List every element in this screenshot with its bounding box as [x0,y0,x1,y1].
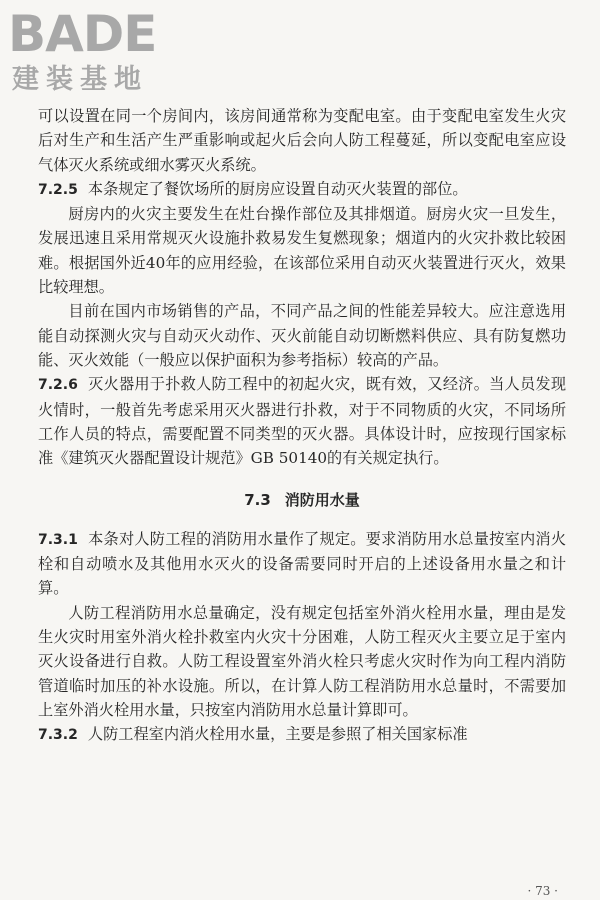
clause-text: 本条对人防工程的消防用水量作了规定。要求消防用水总量按室内消火栓和自动喷水及其他用水灭火的设备需要同时开启的上述设备用水量之和计算。 [38,529,566,598]
paragraph: 可以设置在同一个房间内，该房间通常称为变配电室。由于变配电室发生火灾后对生产和生活产生严重影响或起火后会向人防工程蔓延，所以变配电室应设气体灭火系统或细水雾灭火系统。 [38,107,566,174]
clause-paragraph [38,722,566,747]
section-title: 消防用水量 [284,491,360,510]
clause-number: 7.2.5 [38,181,78,198]
page-number: · 73 · [527,884,558,898]
document-body [38,104,566,747]
logo-subtitle: 建装基地 [12,64,148,95]
clause-text: 本条规定了餐饮场所的厨房应设置自动灭火装置的部位。 [87,179,468,198]
paragraph: 目前在国内市场销售的产品，不同产品之间的性能差异较大。应注意选用能自动探测火灾与自动灭火动作、灭火前能自动切断燃料供应、具有防复燃功能、灭火效能（一般应以保护面积为参考指标）较高的产品。 [38,302,566,369]
clause-paragraph [38,527,566,601]
clause-text: 灭火器用于扑救人防工程中的初起火灾，既有效，又经济。当人员发现火情时，一般首先考虑采用灭火器进行扑救，对于不同物质的火灾，不同场所工作人员的特点，需要配置不同类型的灭火器。具体设计时，应按现行国家标准《建筑灭火器配置设计规范》GB 50140的有关规定执行。 [38,375,566,468]
clause-number: 7.2.6 [38,377,78,394]
paragraph: 厨房内的火灾主要发生在灶台操作部位及其排烟道。厨房火灾一旦发生，发展迅速且采用常规灭火设施扑救易发生复燃现象；烟道内的火灾扑救比较困难。根据国外近40年的应用经验，在该部位采用自动灭火装置进行灭火，效果比较理想。 [38,205,566,297]
paragraph: 人防工程消防用水总量确定，没有规定包括室外消火栓用水量，理由是发生火灾时用室外消火栓扑救室内火灾十分困难，人防工程灭火主要立足于室内灭火设备进行自救。人防工程设置室外消火栓只考虑火灾时作为向工程内消防管道临时加压的补水设施。所以，在计算人防工程消防用水总量时，不需要加上室外消火栓用水量，只按室内消防用水总量计算即可。 [38,603,566,719]
clause-number: 7.3.2 [38,727,78,744]
logo [8,6,178,98]
clause-number: 7.3.1 [38,531,78,548]
section-number: 7.3 [244,491,271,510]
clause-text: 人防工程室内消火栓用水量，主要是参照了相关国家标准 [87,725,468,744]
clause-paragraph [38,177,566,202]
section-heading [38,488,566,512]
clause-paragraph [38,372,566,470]
logo-brand: BADE [8,5,157,63]
